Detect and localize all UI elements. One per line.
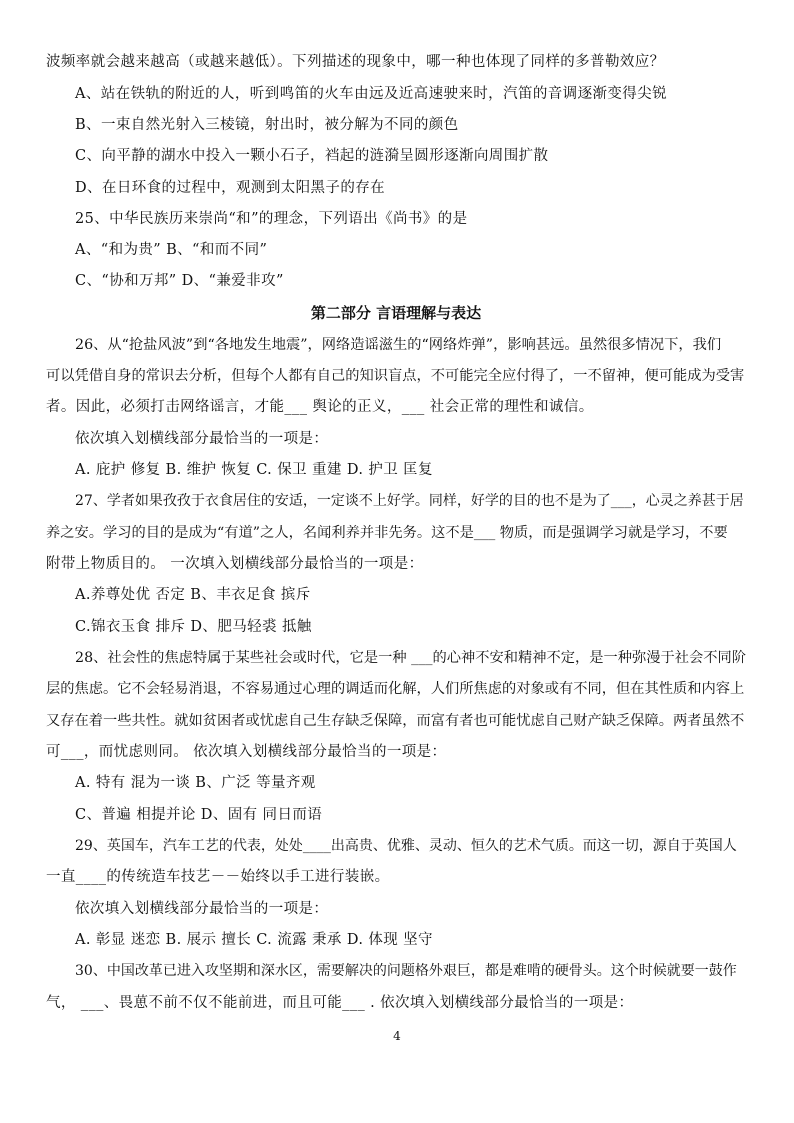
option-line: A. 彰显 迷恋 B. 展示 擅长 C. 流露 秉承 D. 体现 坚守 xyxy=(75,932,433,948)
text-line: 一直____的传统造车技艺－－始终以手工进行装嵌。 xyxy=(46,869,390,885)
page-number: 4 xyxy=(393,1029,401,1043)
option-line: A.养尊处优 否定 B、丰衣足食 摈斥 xyxy=(75,587,311,603)
instruction-line: 依次填入划横线部分最恰当的一项是： xyxy=(75,901,329,917)
option-line: A、“和为贵” B、“和而不同” xyxy=(75,242,268,258)
text-line: 可以凭借自身的常识去分析，但每个人都有自己的知识盲点，不可能完全应付得了，一不留神，便可能成为受害 xyxy=(46,368,745,384)
text-line: 可___，而忧虑则同。 依次填入划横线部分最恰当的一项是： xyxy=(46,744,447,760)
text-line: 波频率就会越来越高（或越来越低）。下列描述的现象中，哪一种也体现了同样的多普勒效应？ xyxy=(46,54,665,70)
option-line: A、站在铁轨的附近的人，听到鸣笛的火车由远及近高速驶来时，汽笛的音调逐渐变得尖锐 xyxy=(75,86,667,102)
text-line: 气， ___、畏葸不前不仅不能前进，而且可能___ . 依次填入划横线部分最恰当的一项是： xyxy=(46,995,634,1011)
option-line: B、一束自然光射入三棱镜，射出时，被分解为不同的颜色 xyxy=(75,117,459,133)
text-line: 层的焦虑。它不会轻易消退，不容易通过心理的调适而化解，人们所焦虑的对象或有不同，但在其性质和内容上 xyxy=(46,681,745,697)
question-line: 29、英国车，汽车工艺的代表，处处____出高贵、优雅、灵动、恒久的艺术气质。而这一切，源自于英国人 xyxy=(75,838,737,854)
option-line: C、普遍 相提并论 D、固有 同日而语 xyxy=(75,807,323,823)
option-line: A. 特有 混为一谈 B、广泛 等量齐观 xyxy=(75,775,316,791)
question-line: 25、中华民族历来崇尚“和”的理念，下列语出《尚书》的是 xyxy=(75,211,468,227)
option-line: C、“协和万邦” D、“兼爱非攻” xyxy=(75,273,284,289)
text-line: 又存在着一些共性。就如贫困者或忧虑自己生存缺乏保障，而富有者也可能忧虑自己财产缺乏保障。两者虽然不 xyxy=(46,713,745,729)
section-title: 第二部分 言语理解与表达 xyxy=(310,304,482,322)
instruction-line: 依次填入划横线部分最恰当的一项是： xyxy=(75,431,329,447)
text-line: 养之安。学习的目的是成为“有道”之人，名闻利养并非先务。这不是___ 物质，而是强调学习就是学习，不要 xyxy=(46,525,728,541)
text-line: 附带上物质目的。 一次填入划横线部分最恰当的一项是： xyxy=(46,556,424,572)
option-line: C、向平静的湖水中投入一颗小石子，裆起的涟漪呈圆形逐渐向周围扩散 xyxy=(75,148,549,164)
text-line: 者。因此，必须打击网络谣言，才能___ 舆论的正义，___ 社会正常的理性和诚信。 xyxy=(46,399,594,415)
question-line: 27、学者如果孜孜于衣食居住的安适，一定谈不上好学。同样，好学的目的也不是为了___，心灵之养甚于居 xyxy=(75,493,744,509)
question-line: 26、从“抢盐风波”到“各地发生地震”，网络造谣滋生的“网络炸弹”，影响甚远。虽然很多情况下，我们 xyxy=(75,337,722,353)
option-line: C.锦衣玉食 排斥 D、肥马轻裘 抵触 xyxy=(75,619,312,635)
option-line: A. 庇护 修复 B. 维护 恢复 C. 保卫 重建 D. 护卫 匡复 xyxy=(75,462,433,478)
question-line: 28、社会性的焦虑特属于某些社会或时代，它是一种 ___的心神不安和精神不定，是一种弥漫于社会不同阶 xyxy=(75,650,747,666)
question-line: 30、中国改革已进入攻坚期和深水区，需要解决的问题格外艰巨，都是难啃的硬骨头。这个时候就要一鼓作 xyxy=(75,963,737,979)
option-line: D、在日环食的过程中，观测到太阳黑子的存在 xyxy=(75,180,386,196)
